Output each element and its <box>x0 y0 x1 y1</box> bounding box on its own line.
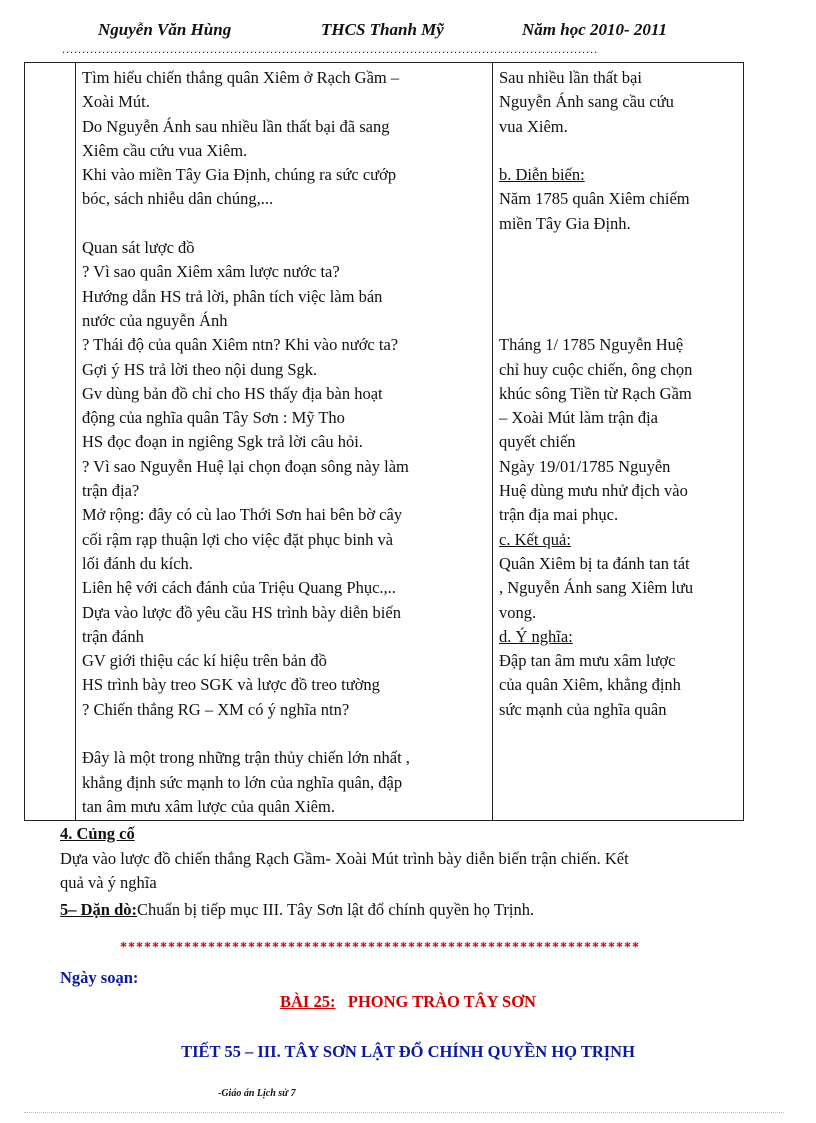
teacher-activity-line: lối đánh du kích. <box>82 553 193 573</box>
teacher-activity-line: HS đọc đoạn in ngiêng Sgk trả lời câu hỏi. <box>82 432 363 452</box>
teacher-activity-line: trận đánh <box>82 626 144 646</box>
consolidation-heading: 4. Củng cố <box>60 824 135 843</box>
date-label: Ngày soạn: <box>60 968 139 987</box>
school-name: THCS Thanh Mỹ <box>321 20 444 39</box>
teacher-activity-line <box>82 722 488 746</box>
content-subheading: d. Ý nghĩa: <box>499 626 573 646</box>
consolidation-line-1: Dựa vào lược đồ chiến thắng Rạch Gầm- Xoài Mút trình bày diễn biến trận chiến. Kết <box>60 849 629 868</box>
teacher-activity-line: HS trình bày treo SGK và lược đồ treo tường <box>82 675 380 695</box>
teacher-activity-line: tan âm mưu xâm lược của quân Xiêm. <box>82 796 335 816</box>
teacher-activity-line: cối rậm rạp thuận lợi cho việc đặt phục binh và <box>82 529 394 549</box>
content-line: vua Xiêm. <box>499 116 568 136</box>
teacher-activity-line: Gv dùng bản đồ chỉ cho HS thấy địa bàn hoạt <box>82 383 383 403</box>
content-subheading: b. Diễn biến: <box>499 165 585 185</box>
teacher-activity-line: động của nghĩa quân Tây Sơn : Mỹ Tho <box>82 408 345 428</box>
homework <box>60 898 534 922</box>
teacher-activity-line: ? Chiến thắng RG – XM có ý nghĩa ntn? <box>82 699 350 719</box>
content-line: Ngày 19/01/1785 Nguyễn <box>499 456 671 476</box>
teacher-activity-line: Mở rộng: đây có cù lao Thới Sơn hai bên bờ cây <box>82 505 403 525</box>
teacher-activity-line: khẳng định sức mạnh to lớn của nghĩa quân, đập <box>82 772 403 792</box>
content-line: khúc sông Tiền từ Rạch Gầm <box>499 383 692 403</box>
content-line: sức mạnh của nghĩa quân <box>499 699 667 719</box>
content-subheading: c. Kết quả: <box>499 529 571 549</box>
blank-column <box>25 63 76 821</box>
teacher-activity-line: GV giới thiệu các kí hiệu trên bản đồ <box>82 651 327 671</box>
teacher-activity-line <box>82 212 488 236</box>
page-header <box>60 20 760 44</box>
content-line: Huệ dùng mưu nhử địch vào <box>499 481 688 501</box>
teacher-activity-line: Xoài Mút. <box>82 92 150 112</box>
header-dotted-rule: ...................................................................................................................................... <box>62 42 598 56</box>
content-line: Đập tan âm mưu xâm lược <box>499 651 676 671</box>
content-line: vong. <box>499 602 537 622</box>
teacher-activity-line: bóc, sách nhiễu dân chúng,... <box>82 189 274 209</box>
content-line: miền Tây Gia Định. <box>499 213 631 233</box>
teacher-activity-line: nước của nguyễn Ánh <box>82 310 228 330</box>
teacher-activity-column <box>76 63 493 821</box>
content-line: Quân Xiêm bị ta đánh tan tát <box>499 553 690 573</box>
content-line <box>499 139 739 163</box>
content-line: Nguyễn Ánh sang cầu cứu <box>499 92 674 112</box>
period-title: TIẾT 55 – III. TÂY SƠN LẬT ĐỔ CHÍNH QUYỀN HỌ TRỊNH <box>181 1042 635 1061</box>
teacher-activity-line: Dựa vào lược đồ yêu cầu HS trình bày diễn biến <box>82 602 401 622</box>
content-line <box>499 260 739 284</box>
teacher-activity-line: Đây là một trong những trận thủy chiến lớn nhất , <box>82 748 410 768</box>
content-text <box>493 63 743 723</box>
teacher-activity-line: ? Vì sao quân Xiêm xâm lược nước ta? <box>82 262 340 282</box>
school-year: Năm học 2010- 2011 <box>522 20 667 39</box>
teacher-activity-line: Khi vào miền Tây Gia Định, chúng ra sức cướp <box>82 165 397 185</box>
content-line <box>499 309 739 333</box>
teacher-activity-line: ? Thái độ của quân Xiêm ntn? Khi vào nước ta? <box>82 335 399 355</box>
teacher-activity-line: Tìm hiểu chiến thắng quân Xiêm ở Rạch Gầm – <box>82 68 400 87</box>
teacher-activity-text <box>76 63 492 820</box>
content-line: của quân Xiêm, khẳng định <box>499 675 681 695</box>
lesson-title <box>0 992 816 1012</box>
content-line: chỉ huy cuộc chiến, ông chọn <box>499 359 693 379</box>
content-line <box>499 285 739 309</box>
content-line: quyết chiến <box>499 432 576 452</box>
content-line: trận địa mai phục. <box>499 505 619 525</box>
lesson-number: BÀI 25: <box>280 992 336 1011</box>
teacher-activity-line: Xiêm cầu cứu vua Xiêm. <box>82 140 248 160</box>
homework-heading: 5– Dặn dò: <box>60 900 138 919</box>
lesson-name: PHONG TRÀO TÂY SƠN <box>347 992 536 1011</box>
content-line: , Nguyễn Ánh sang Xiêm lưu <box>499 578 694 598</box>
content-line <box>499 236 739 260</box>
content-column <box>493 63 744 821</box>
teacher-activity-line: Hướng dẫn HS trả lời, phân tích việc làm bán <box>82 286 383 306</box>
teacher-activity-line: Quan sát lược đồ <box>82 238 195 258</box>
content-line: Năm 1785 quân Xiêm chiếm <box>499 189 690 209</box>
author-name: Nguyễn Văn Hùng <box>98 20 232 39</box>
footer-rule <box>24 1112 784 1115</box>
star-separator: ***************************************************************** <box>120 940 640 955</box>
teacher-activity-line: Do Nguyễn Ánh sau nhiều lần thất bại đã sang <box>82 116 390 136</box>
content-line: Tháng 1/ 1785 Nguyễn Huệ <box>499 335 684 355</box>
homework-text: Chuẩn bị tiếp mục III. Tây Sơn lật đổ chính quyền họ Trịnh. <box>137 900 535 919</box>
content-line: Sau nhiều lần thất bại <box>499 68 642 87</box>
page-footer: -Giáo án Lịch sử 7 <box>218 1088 296 1099</box>
lesson-table <box>24 62 744 821</box>
teacher-activity-line: ? Vì sao Nguyễn Huệ lại chọn đoạn sông này làm <box>82 456 409 476</box>
teacher-activity-line: Gợi ý HS trả lời theo nội dung Sgk. <box>82 359 318 379</box>
consolidation-line-2: quả và ý nghĩa <box>60 873 157 892</box>
teacher-activity-line: Liên hệ với cách đánh của Triệu Quang Phục.,.. <box>82 578 396 598</box>
content-line: – Xoài Mút làm trận địa <box>499 408 659 428</box>
teacher-activity-line: trận địa? <box>82 481 140 501</box>
